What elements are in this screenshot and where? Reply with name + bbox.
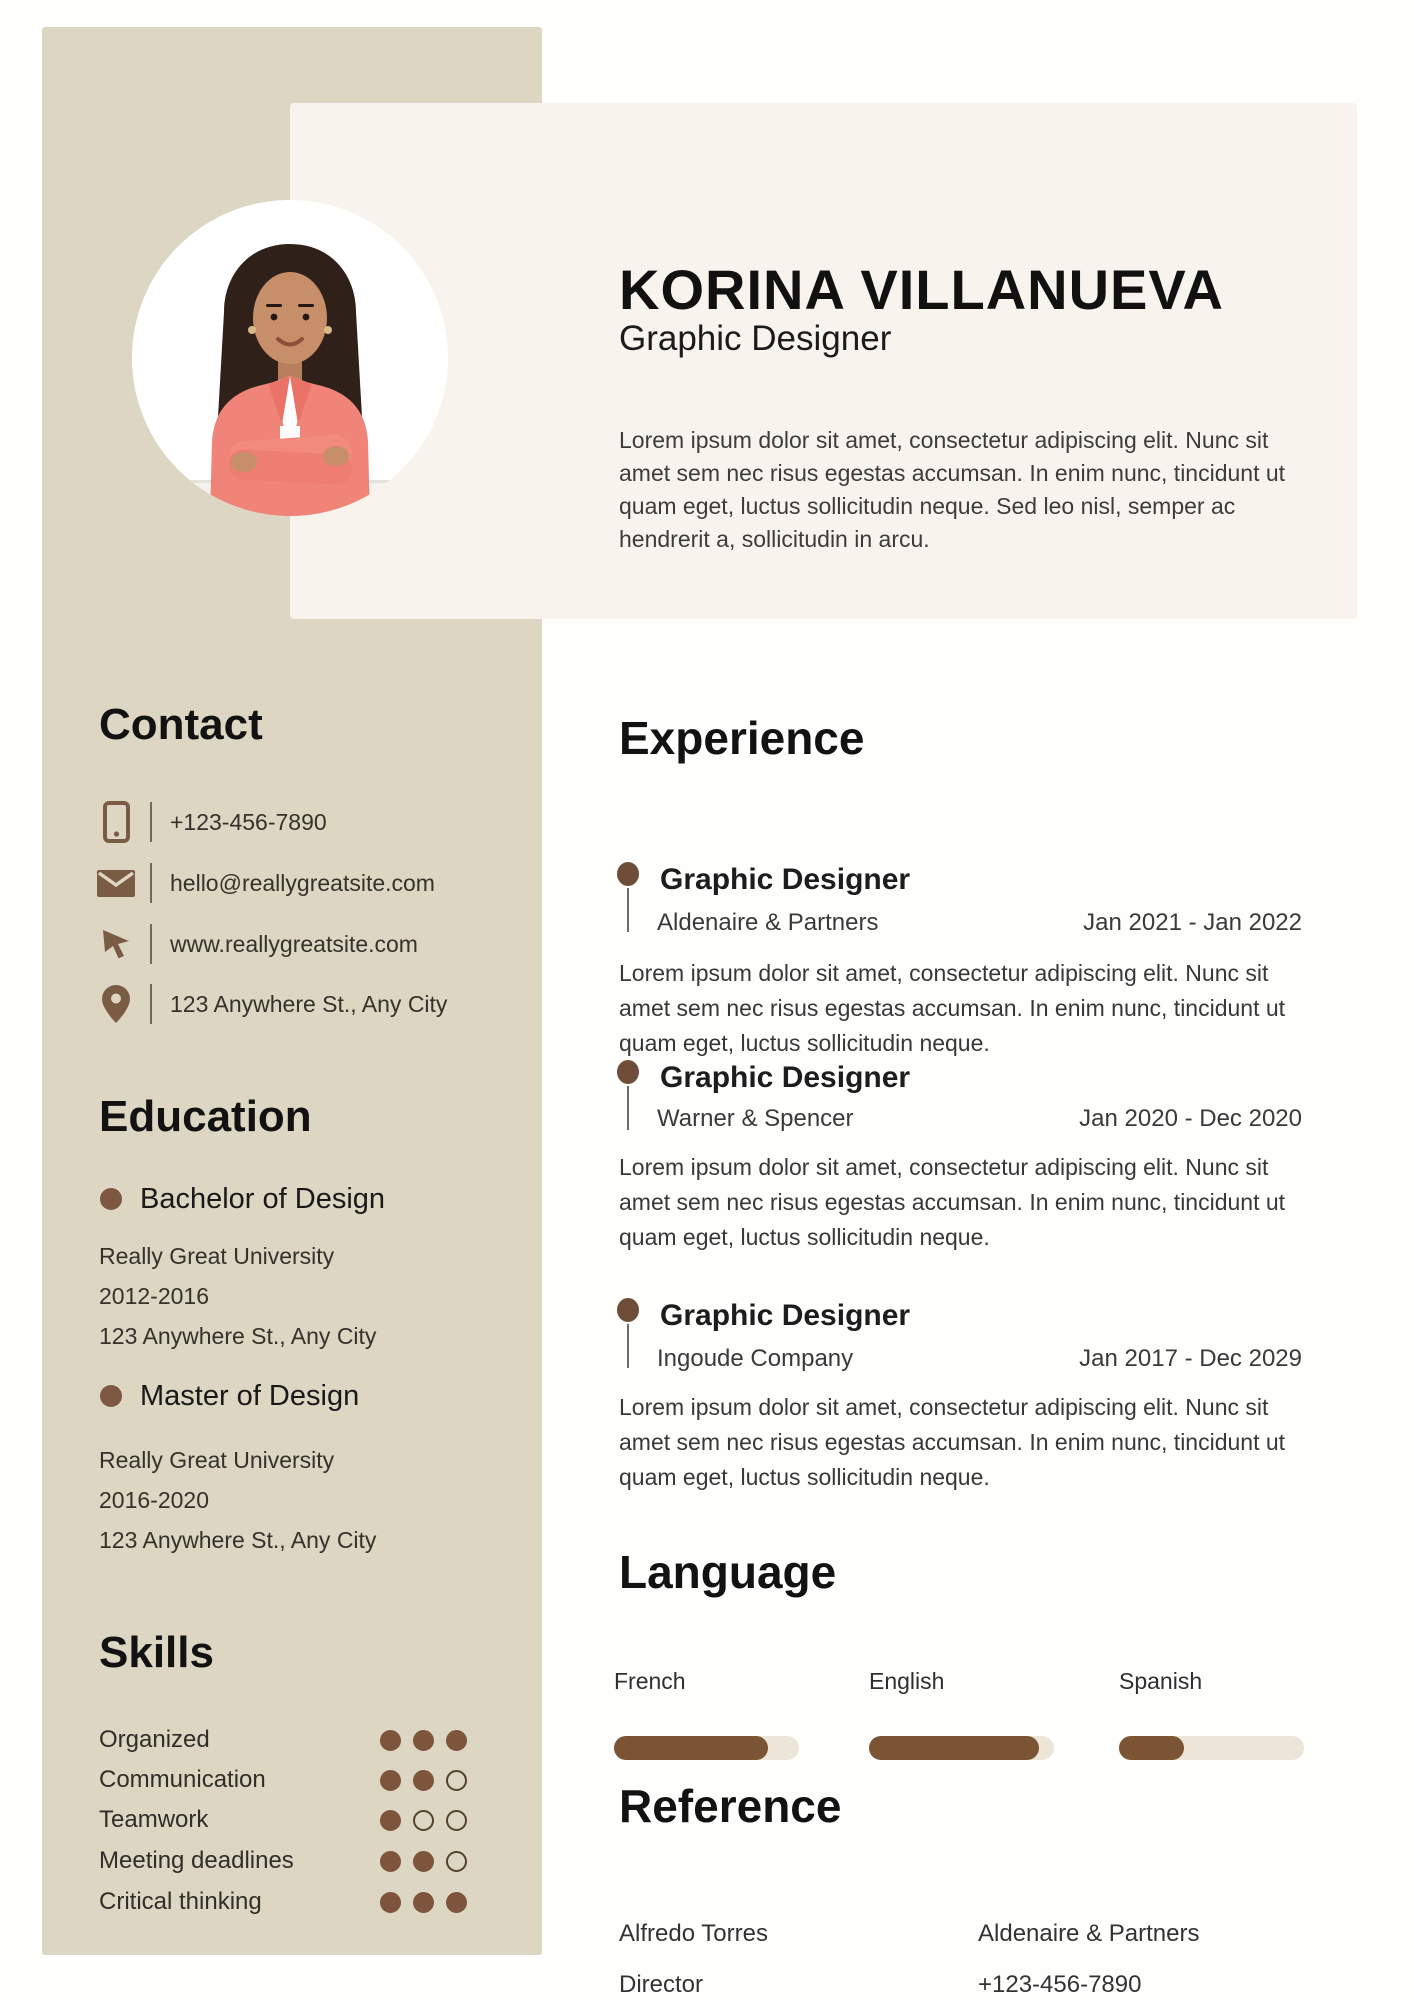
job-title: Graphic Designer xyxy=(660,1061,911,1094)
contact-value: www.reallygreatsite.com xyxy=(170,930,418,957)
contact-title: Contact xyxy=(99,700,263,749)
reference-name: Alfredo Torres xyxy=(619,1920,768,1947)
skill-row xyxy=(99,1722,467,1758)
skill-row xyxy=(99,1884,467,1920)
divider xyxy=(150,802,152,842)
skill-row xyxy=(99,1843,467,1879)
company: Aldenaire & Partners xyxy=(657,909,879,936)
location-icon xyxy=(96,981,136,1027)
bullet-icon xyxy=(100,1385,122,1407)
school: Really Great University xyxy=(99,1447,335,1473)
divider xyxy=(150,863,152,903)
reference-role: Director xyxy=(619,1971,704,1998)
language-title: Language xyxy=(619,1546,837,1598)
contact-item-phone xyxy=(96,796,476,848)
language-label: Spanish xyxy=(1119,1668,1203,1694)
contact-item-email xyxy=(96,857,476,909)
skill-label: Organized xyxy=(99,1726,210,1753)
experience-title: Experience xyxy=(619,712,865,764)
job-description: Lorem ipsum dolor sit amet, consectetur adipiscing elit. Nunc sit amet sem nec risus egestas accumsan. In enim nunc, tincidunt ut quam eget, luctus sollicitudin neque. xyxy=(619,1154,1286,1250)
language-item xyxy=(1119,1668,1304,1695)
company: Ingoude Company xyxy=(657,1345,854,1372)
dates: Jan 2017 - Dec 2029 xyxy=(1079,1345,1302,1372)
company: Warner & Spencer xyxy=(657,1105,854,1132)
skill-level-dot xyxy=(380,1892,401,1913)
education-details xyxy=(99,1236,376,1356)
bullet-icon xyxy=(100,1188,122,1210)
skill-label: Teamwork xyxy=(99,1806,209,1833)
skill-level-dot xyxy=(413,1892,434,1913)
reference-phone: +123-456-7890 xyxy=(978,1971,1142,1998)
skill-level-dot xyxy=(446,1810,467,1831)
skill-level-dot xyxy=(413,1851,434,1872)
language-bar-fill xyxy=(869,1736,1039,1760)
location: 123 Anywhere St., Any City xyxy=(99,1323,377,1349)
skill-row xyxy=(99,1762,467,1798)
skill-level-dot xyxy=(446,1851,467,1872)
timeline-pin-icon xyxy=(617,862,639,932)
language-label: French xyxy=(614,1668,686,1694)
skill-dots xyxy=(380,1892,467,1913)
language-bar-fill xyxy=(614,1736,768,1760)
location: 123 Anywhere St., Any City xyxy=(99,1527,377,1553)
timeline-pin-icon xyxy=(617,1298,639,1368)
divider xyxy=(150,924,152,964)
years: 2016-2020 xyxy=(99,1487,209,1513)
reference-title: Reference xyxy=(619,1780,842,1832)
skill-level-dot xyxy=(380,1810,401,1831)
job-description: Lorem ipsum dolor sit amet, consectetur adipiscing elit. Nunc sit amet sem nec risus egestas accumsan. In enim nunc, tincidunt ut quam eget, luctus sollicitudin neque. xyxy=(619,1394,1286,1490)
skill-level-dot xyxy=(413,1810,434,1831)
dates: Jan 2021 - Jan 2022 xyxy=(1083,909,1302,936)
language-label: English xyxy=(869,1668,945,1694)
contact-item-location xyxy=(96,978,476,1030)
job-title: Graphic Designer xyxy=(660,863,911,896)
skill-label: Communication xyxy=(99,1766,266,1793)
skill-dots xyxy=(380,1851,467,1872)
profile-photo xyxy=(132,200,448,516)
degree: Master of Design xyxy=(140,1380,360,1412)
years: 2012-2016 xyxy=(99,1283,209,1309)
contact-value: hello@reallygreatsite.com xyxy=(170,869,435,896)
reference-company: Aldenaire & Partners xyxy=(978,1920,1200,1947)
contact-value: 123 Anywhere St., Any City xyxy=(170,990,448,1017)
language-item xyxy=(869,1668,1054,1695)
skill-label: Meeting deadlines xyxy=(99,1847,294,1874)
school: Really Great University xyxy=(99,1243,335,1269)
skill-dots xyxy=(380,1810,467,1831)
skills-title: Skills xyxy=(99,1628,214,1677)
language-bar xyxy=(614,1736,799,1760)
timeline-pin-icon xyxy=(617,1060,639,1130)
contact-item-website xyxy=(96,918,476,970)
language-bar xyxy=(869,1736,1054,1760)
reference-company-block xyxy=(978,1908,1199,2000)
skill-level-dot xyxy=(446,1892,467,1913)
person-name: KORINA VILLANUEVA xyxy=(619,258,1224,321)
skill-level-dot xyxy=(380,1730,401,1751)
skill-dots xyxy=(380,1730,467,1751)
skill-level-dot xyxy=(380,1851,401,1872)
profile-summary: Lorem ipsum dolor sit amet, consectetur adipiscing elit. Nunc sit amet sem nec risus egestas accumsan. In enim nunc, tincidunt ut quam eget, luctus sollicitudin neque. Sed leo nisl, semper ac hendrerit a, sollicitudin in arcu. xyxy=(619,427,1286,552)
skill-level-dot xyxy=(446,1770,467,1791)
skill-level-dot xyxy=(380,1770,401,1791)
skill-dots xyxy=(380,1770,467,1791)
job-description: Lorem ipsum dolor sit amet, consectetur adipiscing elit. Nunc sit amet sem nec risus egestas accumsan. In enim nunc, tincidunt ut quam eget, luctus sollicitudin neque. xyxy=(619,960,1286,1056)
divider xyxy=(150,984,152,1024)
skill-row xyxy=(99,1802,467,1838)
degree: Bachelor of Design xyxy=(140,1183,386,1215)
skill-level-dot xyxy=(446,1730,467,1751)
person-role: Graphic Designer xyxy=(619,319,892,358)
dates: Jan 2020 - Dec 2020 xyxy=(1079,1105,1302,1132)
contact-value: +123-456-7890 xyxy=(170,808,327,835)
language-bar xyxy=(1119,1736,1304,1760)
profile-photo-illustration xyxy=(132,200,448,516)
phone-icon xyxy=(96,799,136,845)
education-title: Education xyxy=(99,1092,312,1141)
skill-level-dot xyxy=(413,1770,434,1791)
skill-label: Critical thinking xyxy=(99,1888,262,1915)
skill-level-dot xyxy=(413,1730,434,1751)
language-item xyxy=(614,1668,799,1695)
website-icon xyxy=(96,921,136,967)
email-icon xyxy=(96,860,136,906)
language-bar-fill xyxy=(1119,1736,1184,1760)
job-title: Graphic Designer xyxy=(660,1299,911,1332)
reference-person xyxy=(619,1908,768,2000)
education-details xyxy=(99,1440,376,1560)
